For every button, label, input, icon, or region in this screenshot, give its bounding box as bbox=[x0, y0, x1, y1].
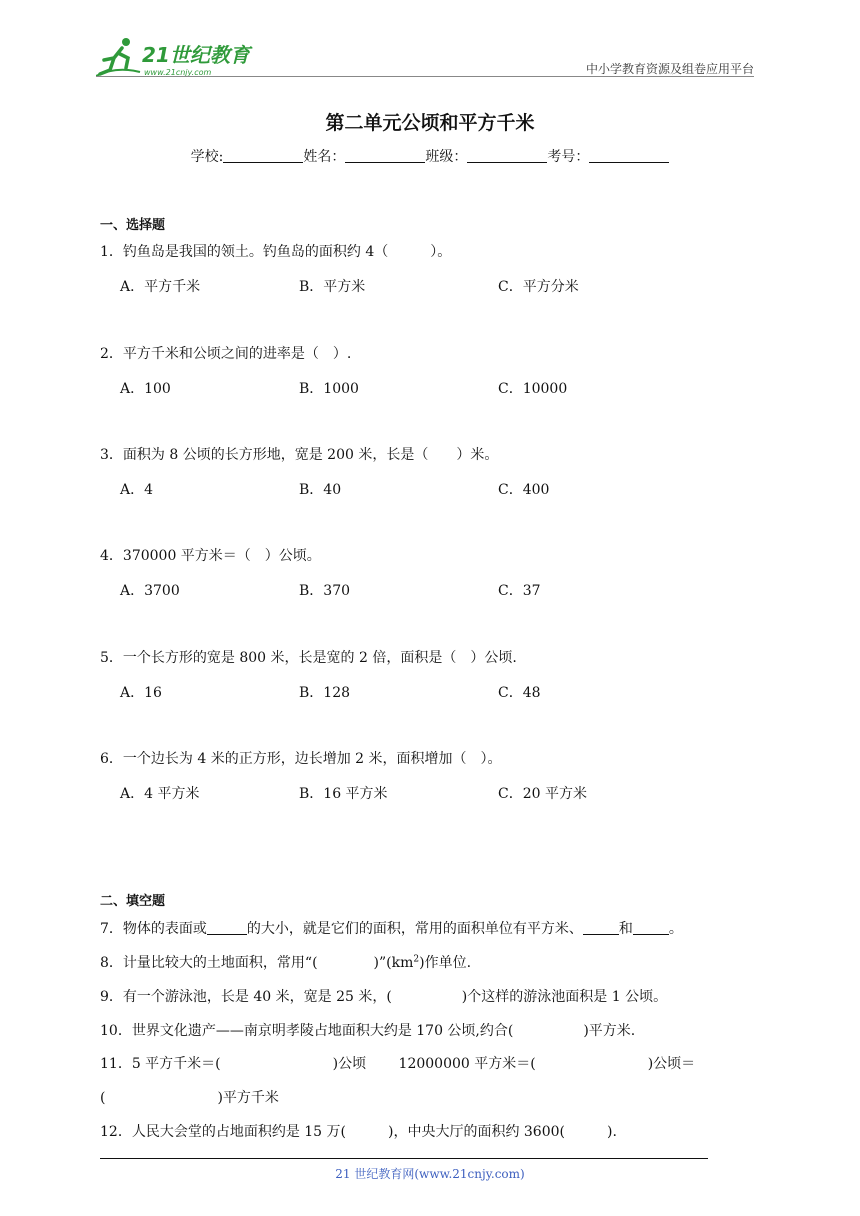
class-label: 班级： bbox=[425, 149, 468, 165]
class-blank[interactable] bbox=[467, 148, 547, 163]
question-4-stem: 4．370000 平方米＝（ ）公顷。 bbox=[100, 548, 321, 564]
question-6-option-a: A．4 平方米 bbox=[120, 786, 200, 802]
question-7-text-1: 7．物体的表面或 bbox=[100, 921, 207, 937]
runner-icon bbox=[96, 38, 140, 76]
question-1-option-a: A．平方千米 bbox=[120, 279, 201, 295]
question-2-stem: 2．平方千米和公顷之间的进率是（ ）. bbox=[100, 346, 352, 362]
question-3-option-a: A．4 bbox=[120, 482, 154, 498]
logo-url: www.21cnjy.com bbox=[144, 68, 212, 77]
question-5-option-a: A．16 bbox=[120, 685, 162, 701]
question-7-text-3: 和 bbox=[618, 921, 633, 937]
question-4-option-b: B．370 bbox=[299, 583, 351, 599]
header-platform-text: 中小学教育资源及组卷应用平台 bbox=[585, 62, 754, 76]
question-6-option-c: C．20 平方米 bbox=[498, 786, 587, 802]
question-7-text-2: 的大小，就是它们的面积，常用的面积单位有平方米、 bbox=[246, 921, 583, 937]
question-8-superscript: 2 bbox=[413, 954, 420, 965]
question-3-stem: 3．面积为 8 公顷的长方形地，宽是 200 米，长是（ ）米。 bbox=[100, 447, 499, 463]
question-4-option-c: C．37 bbox=[498, 583, 541, 599]
question-8-text-1: 8．计量比较大的土地面积，常用“( )”(km bbox=[100, 955, 414, 971]
question-8-text-2: )作单位. bbox=[419, 955, 472, 971]
question-1-stem: 1．钓鱼岛是我国的领土。钓鱼岛的面积约 4（ ）。 bbox=[100, 244, 452, 260]
site-logo bbox=[96, 36, 266, 80]
question-5-option-b: B．128 bbox=[299, 685, 351, 701]
question-1-option-c: C．平方分米 bbox=[498, 279, 579, 295]
school-blank[interactable] bbox=[223, 148, 303, 163]
question-5-stem: 5．一个长方形的宽是 800 米，长是宽的 2 倍，面积是（ ）公顷. bbox=[100, 650, 517, 666]
question-7 bbox=[100, 918, 683, 938]
logo-text: 21世纪教育 bbox=[142, 43, 250, 67]
question-7-blank-2[interactable] bbox=[583, 920, 619, 935]
question-9: 9．有一个游泳池，长是 40 米，宽是 25 米，( )个这样的游泳池面积是 1 公顷。 bbox=[100, 989, 668, 1005]
question-11-line-2: ( )平方千米 bbox=[100, 1090, 279, 1106]
question-3-option-c: C．400 bbox=[498, 482, 550, 498]
question-5-option-c: C．48 bbox=[498, 685, 541, 701]
name-label: 姓名： bbox=[303, 149, 346, 165]
section-fill-title: 二、填空题 bbox=[100, 894, 166, 909]
header-divider bbox=[96, 76, 754, 77]
question-2-option-a: A．100 bbox=[120, 381, 171, 397]
name-blank[interactable] bbox=[345, 148, 425, 163]
question-2-option-b: B．1000 bbox=[299, 381, 359, 397]
number-blank[interactable] bbox=[589, 148, 669, 163]
footer-divider bbox=[100, 1158, 708, 1159]
school-label: 学校: bbox=[190, 149, 224, 165]
page-title: 第二单元公顷和平方千米 bbox=[325, 112, 535, 134]
question-12: 12．人民大会堂的占地面积约是 15 万( )，中央大厅的面积约 3600( ). bbox=[100, 1124, 617, 1140]
question-7-blank-3[interactable] bbox=[633, 920, 669, 935]
footer-link[interactable]: 21 世纪教育网(www.21cnjy.com) bbox=[335, 1167, 525, 1181]
question-7-text-4: 。 bbox=[668, 921, 683, 937]
question-2-option-c: C．10000 bbox=[498, 381, 568, 397]
question-11-line-1: 11．5 平方千米＝( )公顷 12000000 平方米＝( )公顷＝ bbox=[100, 1056, 696, 1072]
question-6-option-b: B．16 平方米 bbox=[299, 786, 388, 802]
question-3-option-b: B．40 bbox=[299, 482, 342, 498]
question-10: 10．世界文化遗产——南京明孝陵占地面积大约是 170 公顷,约合( )平方米. bbox=[100, 1023, 636, 1039]
question-6-stem: 6．一个边长为 4 米的正方形，边长增加 2 米，面积增加（ ）。 bbox=[100, 751, 502, 767]
question-4-option-a: A．3700 bbox=[120, 583, 180, 599]
number-label: 考号： bbox=[547, 149, 590, 165]
question-1-option-b: B．平方米 bbox=[299, 279, 366, 295]
student-info-line bbox=[0, 146, 860, 166]
question-8 bbox=[100, 952, 471, 972]
section-choice-title: 一、选择题 bbox=[100, 218, 166, 233]
question-7-blank-1[interactable] bbox=[207, 920, 247, 935]
